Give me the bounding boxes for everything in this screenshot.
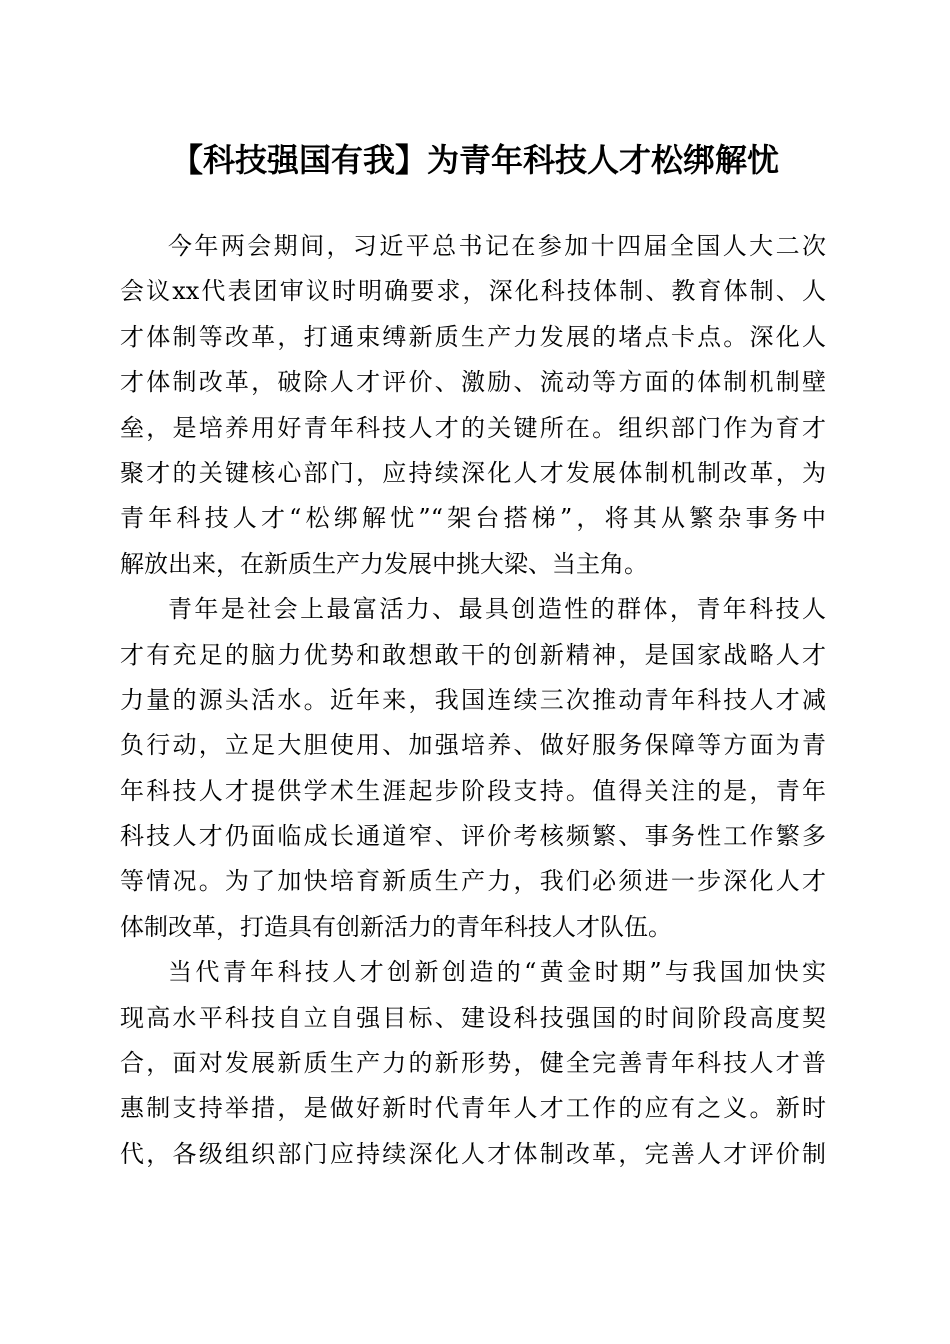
text-line: 今年两会期间，习近平总书记在参加十四届全国人大二次 — [168, 232, 826, 260]
text-line: 解放出来，在新质生产力发展中挑大梁、当主角。 — [120, 549, 648, 578]
text-line: 才体制改革，破除人才评价、激励、流动等方面的体制机制壁 — [120, 368, 826, 397]
text-line: 年科技人才提供学术生涯起步阶段支持。值得关注的是，青年 — [120, 776, 826, 805]
text-line: 合，面对发展新质生产力的新形势，健全完善青年科技人才普 — [120, 1049, 826, 1078]
text-line: 当代青年科技人才创新创造的“黄金时期”与我国加快实 — [168, 958, 826, 987]
paragraph-1 — [120, 224, 826, 587]
document-title: 【科技强国有我】为青年科技人才松绑解忧 — [170, 141, 779, 179]
text-line: 等情况。为了加快培育新质生产力，我们必须进一步深化人才 — [120, 867, 826, 896]
paragraph-2 — [120, 587, 826, 950]
text-line: 会议xx代表团审议时明确要求，深化科技体制、教育体制、人 — [120, 277, 826, 306]
text-line: 体制改革，打造具有创新活力的青年科技人才队伍。 — [120, 912, 672, 941]
text-line: 惠制支持举措，是做好新时代青年人才工作的应有之义。新时 — [120, 1094, 826, 1123]
text-line: 科技人才仍面临成长通道窄、评价考核频繁、事务性工作繁多 — [120, 822, 826, 851]
document-body — [120, 224, 826, 1177]
text-line: 垒，是培养用好青年科技人才的关键所在。组织部门作为育才 — [120, 413, 826, 442]
text-line: 现高水平科技自立自强目标、建设科技强国的时间阶段高度契 — [120, 1003, 826, 1032]
text-line: 才体制等改革，打通束缚新质生产力发展的堵点卡点。深化人 — [120, 322, 826, 351]
text-line: 青年科技人才“松绑解忧”“架台搭梯”，将其从繁杂事务中 — [120, 504, 826, 533]
text-line: 青年是社会上最富活力、最具创造性的群体，青年科技人 — [168, 595, 826, 624]
paragraph-3 — [120, 950, 826, 1177]
text-line: 代，各级组织部门应持续深化人才体制改革，完善人才评价制 — [120, 1139, 826, 1168]
text-line: 力量的源头活水。近年来，我国连续三次推动青年科技人才减 — [120, 685, 826, 714]
text-line: 才有充足的脑力优势和敢想敢干的创新精神，是国家战略人才 — [120, 640, 826, 669]
text-line: 负行动，立足大胆使用、加强培养、做好服务保障等方面为青 — [120, 731, 826, 760]
text-line: 聚才的关键核心部门，应持续深化人才发展体制机制改革，为 — [120, 458, 826, 487]
